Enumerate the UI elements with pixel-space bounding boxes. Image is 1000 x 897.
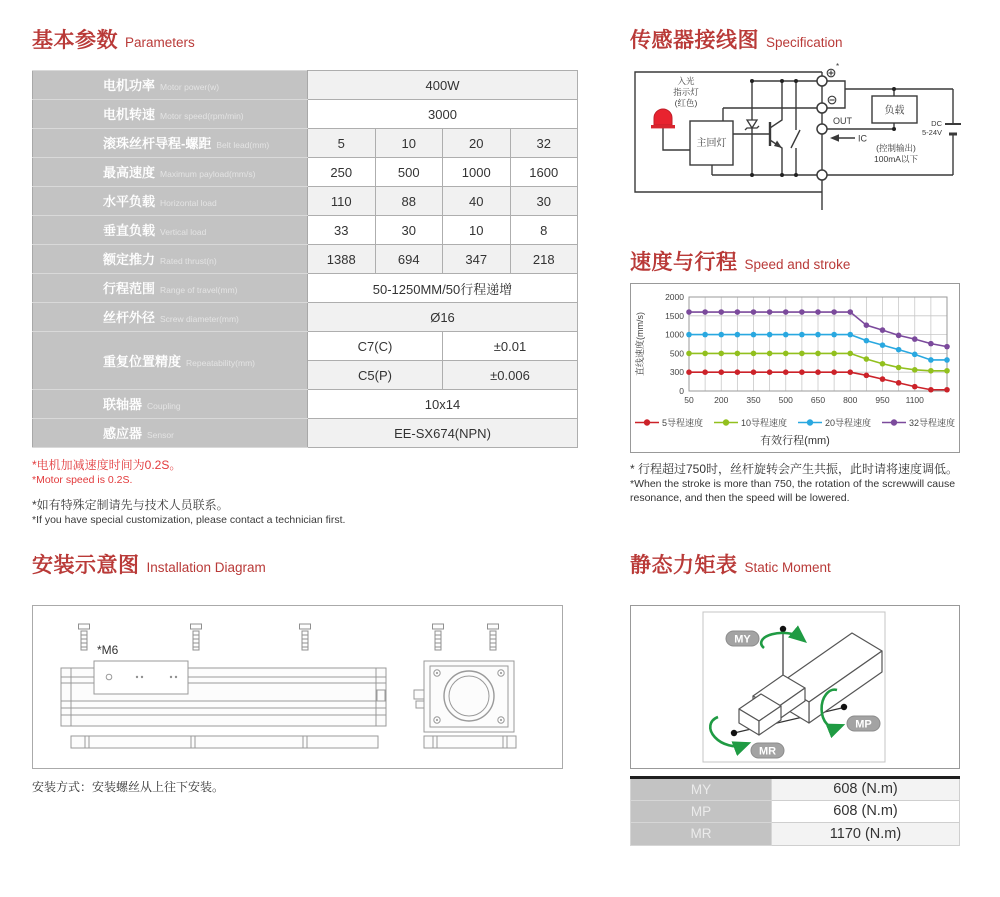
data-point [783,309,789,315]
note-line: *When the stroke is more than 750, the rotation of the screwwill cause resonance, and then the speed will be lowered. [630,477,956,504]
data-point [751,332,757,338]
data-point [751,351,757,357]
param-label-cell [33,216,308,245]
data-point [702,309,708,315]
param-value-cell: C7(C) [308,332,443,361]
installation-title-en: Installation Diagram [146,560,266,575]
param-value-cell: 40 [443,187,511,216]
data-point [767,351,773,357]
speed-section-title [630,246,850,276]
y-tick-label: 300 [669,367,684,378]
parameters-notes [32,458,345,527]
y-tick-label: 1500 [665,310,684,321]
legend-label: 5导程速度 [661,418,703,428]
param-row [33,303,578,332]
data-point [912,336,918,342]
data-point [767,369,773,375]
data-point [783,351,789,357]
param-value-cell: 1600 [510,158,578,187]
data-point [847,309,853,315]
param-label-en: Repeatability(mm) [186,357,255,368]
param-label-cell [33,332,308,390]
param-row [33,390,578,419]
param-row [33,332,578,361]
param-value-cell: 250 [308,158,376,187]
data-point [912,352,918,358]
chart-legend [631,415,959,430]
moment-row-label: MY [631,778,772,801]
y-tick-label: 0 [679,386,684,396]
data-point [799,369,805,375]
param-label-cell [33,158,308,187]
data-point [896,365,902,371]
param-label-cn: 联轴器 [103,397,143,412]
param-label-cell [33,187,308,216]
param-value-cell: ±0.006 [443,361,578,390]
moment-row-label: MP [631,800,772,823]
legend-item [882,416,955,429]
data-point [847,332,853,338]
param-row [33,419,578,448]
data-point [718,309,724,315]
data-point [831,369,837,375]
param-value-cell: 30 [375,216,443,245]
param-label-cell [33,71,308,100]
dc-label: DC [931,119,942,128]
wiring-title-en: Specification [766,35,843,50]
speed-notes [630,462,990,506]
ic-arrow-icon [830,134,839,142]
param-value-cell: EE-SX674(NPN) [308,419,578,448]
dc-voltage-label: 5-24V [921,128,942,137]
installation-diagram [32,605,563,769]
speed-title-en: Speed and stroke [744,257,851,272]
data-point [799,351,805,357]
data-point [928,341,934,347]
param-label-en: Screw diameter(mm) [160,314,239,324]
param-value-cell: 500 [375,158,443,187]
indicator-label: 指示灯 [673,87,699,97]
data-point [735,309,741,315]
param-label-en: Belt lead(mm) [216,140,270,150]
data-point [783,369,789,375]
chart-x-axis-title: 有效行程(mm) [760,435,830,447]
param-label-en: Horizontal load [160,198,217,208]
base-strip [424,736,516,748]
data-point [944,387,950,393]
y-tick-label: 500 [669,348,684,359]
sensor-wiring-diagram [630,62,970,216]
param-label-en: Sensor [147,430,174,440]
param-value-cell: 30 [510,187,578,216]
param-row [33,100,578,129]
x-tick-label: 650 [810,395,826,405]
main-lamp-label: 主回灯 [696,138,727,149]
wiring-title-cn: 传感器接线图 [630,29,759,52]
note-line: *If you have special customization, please contact a technician first. [32,513,346,526]
param-row [33,274,578,303]
emitter-arrow-icon [774,141,782,149]
data-point [815,332,821,338]
param-value-cell: 347 [443,245,511,274]
data-point [686,369,692,375]
data-point [799,309,805,315]
data-point [864,373,870,379]
moment-drawing-svg [631,606,959,768]
legend-label: 10导程速度 [740,418,787,428]
x-tick-label: 800 [843,395,858,405]
param-row [33,216,578,245]
connector-stub [414,690,424,699]
param-value-cell: 50-1250MM/50行程递增 [308,274,578,303]
param-label-cell [33,419,308,448]
param-value-cell: 20 [443,129,511,158]
x-tick-label: 950 [875,395,890,405]
out-label: OUT [833,116,852,126]
data-point [783,332,789,338]
control-output-label: (控制输出) [876,143,916,153]
speed-chart-svg [631,289,959,409]
table-row [631,800,960,823]
legend-marker-icon [635,418,659,427]
data-point [767,332,773,338]
data-point [735,369,741,375]
param-label-cn: 额定推力 [103,252,156,267]
battery-icon [945,124,961,134]
param-label-en: Range of travel(mm) [160,285,238,295]
param-value-cell: 10 [443,216,511,245]
note-line: *如有特殊定制请先与技术人员联系。 [32,497,229,512]
legend-label: 32导程速度 [909,418,956,428]
data-point [896,347,902,353]
param-row [33,245,578,274]
param-value-cell: 1000 [443,158,511,187]
moment-row-value: 608 (N.m) [772,778,960,801]
param-value-cell: C5(P) [308,361,443,390]
data-point [944,357,950,363]
data-point [735,351,741,357]
x-tick-label: 500 [778,395,793,405]
table-row [631,778,960,801]
param-value-cell: 5 [308,129,376,158]
data-point [864,338,870,344]
param-value-cell: 32 [510,129,578,158]
indicator-label: 入光 [677,76,695,86]
moment-title-en: Static Moment [744,560,831,575]
x-tick-label: 200 [714,395,729,405]
installation-title-cn: 安装示意图 [32,554,140,577]
moment-title-cn: 静态力矩表 [630,554,738,577]
note-line: *Motor speed is 0.2S. [32,473,133,486]
my-label: MY [734,633,751,646]
param-value-cell: 88 [375,187,443,216]
y-axis-title: 直线速度(mm/s) [635,312,645,376]
param-value-cell: 10 [375,129,443,158]
data-point [944,368,950,374]
param-label-cn: 重复位置精度 [103,353,182,369]
param-value-cell: 10x14 [308,390,578,419]
data-point [718,369,724,375]
parameters-title-cn: 基本参数 [32,29,118,52]
moment-row-value: 1170 (N.m) [772,823,960,846]
ic-label: IC [858,133,867,144]
param-row [33,71,578,100]
speed-stroke-chart [630,283,960,453]
param-label-cn: 水平负载 [103,194,156,209]
zener-diode-icon [745,120,759,130]
param-row [33,129,578,158]
data-point [735,332,741,338]
param-label-cell [33,390,308,419]
y-tick-label: 2000 [665,292,684,302]
actuator-end-view [414,661,516,748]
data-point [880,376,886,382]
minus-terminal-icon [828,96,836,104]
data-point [831,332,837,338]
param-label-cell [33,100,308,129]
data-point [880,361,886,367]
param-label-cn: 滚珠丝杆导程-螺距 [103,136,212,151]
param-row [33,158,578,187]
plus-terminal-icon [827,69,835,77]
data-point [751,369,757,375]
data-point [896,333,902,339]
installation-section-title [32,549,266,579]
note-line: * 行程超过750时，丝杆旋转会产生共振，此时请将速度调低。 [630,462,959,476]
param-label-cell [33,129,308,158]
data-point [928,357,934,363]
data-point [864,356,870,362]
param-label-cn: 行程范围 [103,281,156,296]
legend-marker-icon [714,418,738,427]
data-point [847,351,853,357]
data-point [928,387,934,393]
parameters-table-body [33,71,578,448]
data-point [767,309,773,315]
legend-item [635,416,703,429]
param-label-en: Maximum payload(mm/s) [160,169,256,179]
param-label-cn: 电机转速 [103,107,156,122]
data-point [702,332,708,338]
param-label-cell [33,303,308,332]
data-point [718,351,724,357]
load-label: 负载 [884,105,905,117]
param-row [33,187,578,216]
speed-title-cn: 速度与行程 [630,251,738,274]
screw-size-label: *M6 [97,643,119,657]
param-label-cn: 电机功率 [103,78,156,93]
current-limit-label: 100mA以下 [874,154,918,164]
data-point [880,327,886,333]
installation-drawing-svg [33,606,562,768]
indicator-label: (红色) [674,98,698,108]
data-point [831,309,837,315]
param-value-cell: 8 [510,216,578,245]
wiring-section-title [630,24,843,54]
data-point [847,369,853,375]
x-tick-label: 50 [684,395,694,405]
data-point [928,368,934,374]
data-point [815,369,821,375]
param-value-cell: 694 [375,245,443,274]
param-label-en: Coupling [147,401,181,411]
param-label-en: Vertical load [160,227,207,237]
param-label-cn: 丝杆外径 [103,310,156,325]
data-point [896,380,902,386]
param-value-cell: 1388 [308,245,376,274]
parameters-title-en: Parameters [125,35,195,50]
y-tick-label: 1000 [665,329,684,340]
data-point [686,332,692,338]
moment-section-title [630,549,831,579]
param-value-cell: Ø16 [308,303,578,332]
parameters-table [32,70,578,448]
x-tick-label: 350 [746,395,761,405]
static-moment-table [630,776,960,846]
param-label-cn: 垂直负载 [103,223,156,238]
x-tick-label: 1100 [905,395,924,405]
moment-row-label: MR [631,823,772,846]
param-label-cn: 最高速度 [103,165,156,180]
parameters-section-title [32,24,195,54]
legend-item [714,416,787,429]
mr-label: MR [758,745,777,758]
data-point [751,309,757,315]
mp-label: MP [855,718,872,731]
data-point [880,342,886,348]
mounting-screw-icons [79,624,499,650]
data-point [686,351,692,357]
led-indicator-icon [651,109,675,128]
data-point [815,309,821,315]
data-point [944,344,950,350]
data-point [799,332,805,338]
param-value-cell: 110 [308,187,376,216]
param-value-cell: ±0.01 [443,332,578,361]
param-value-cell: 3000 [308,100,578,129]
base-strip [71,736,378,748]
table-row [631,823,960,846]
param-label-cn: 感应器 [103,426,143,441]
note-line: *电机加减速度时间为0.2S。 [32,458,182,472]
wiring-labels [673,62,942,164]
legend-item [798,416,871,429]
data-point [831,351,837,357]
data-point [718,332,724,338]
star-mark: * [836,62,840,71]
param-value-cell: 33 [308,216,376,245]
installation-caption: 安装方式：安装螺丝从上往下安装。 [32,780,225,794]
data-point [864,322,870,328]
static-moment-diagram [630,605,960,769]
legend-marker-icon [882,418,906,427]
data-point [702,351,708,357]
param-label-en: Motor speed(rpm/min) [160,111,244,121]
actuator-side-view [61,661,386,748]
param-label-en: Motor power(w) [160,82,220,92]
param-value-cell: 400W [308,71,578,100]
moment-row-value: 608 (N.m) [772,800,960,823]
legend-label: 20导程速度 [825,418,872,428]
param-label-cell [33,274,308,303]
param-value-cell: 218 [510,245,578,274]
data-point [815,351,821,357]
data-point [912,367,918,373]
legend-marker-icon [798,418,822,427]
param-label-cell [33,245,308,274]
data-point [686,309,692,315]
data-point [912,384,918,390]
param-label-en: Rated thrust(n) [160,256,217,266]
data-point [702,369,708,375]
